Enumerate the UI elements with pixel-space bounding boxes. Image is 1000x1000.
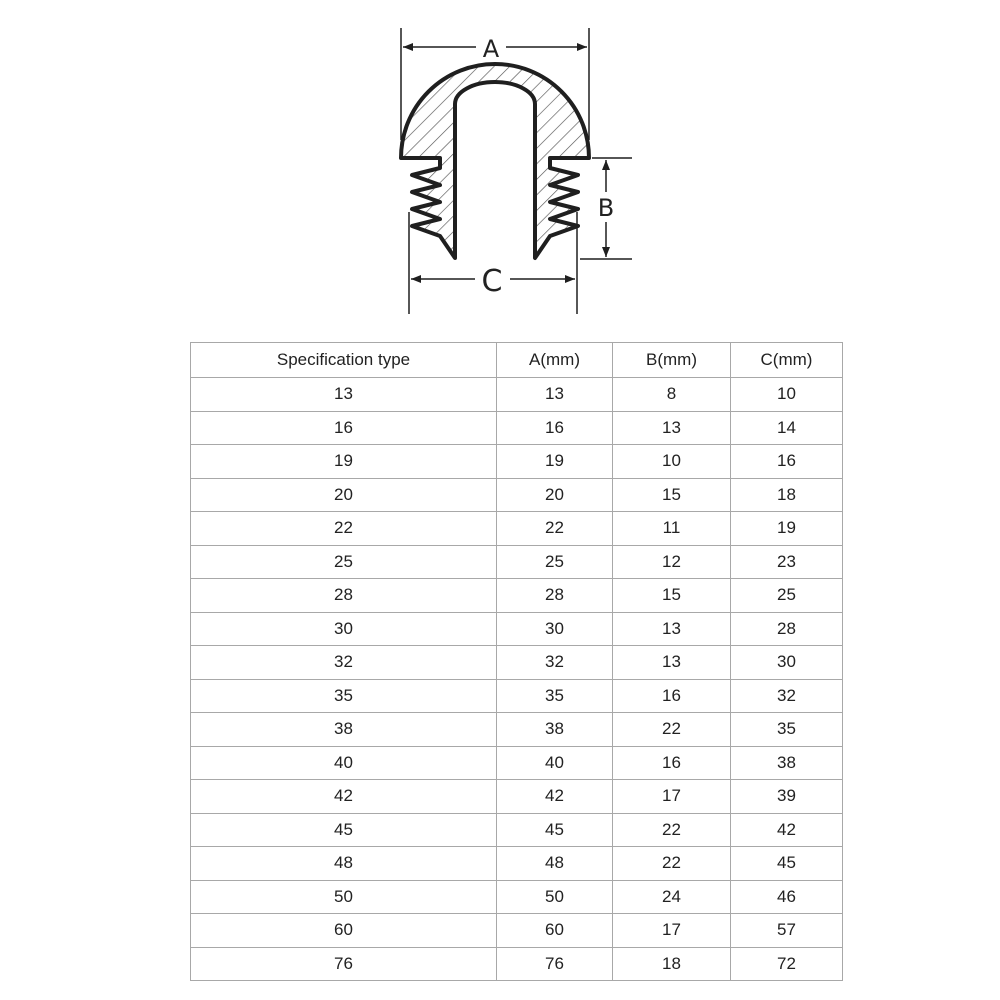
table-header-row [191,343,843,378]
table-row [191,378,843,412]
cell-specification-type: 13 [191,378,497,412]
cell-a-mm: 22 [497,512,613,546]
cell-a-mm: 50 [497,880,613,914]
cell-c-mm: 28 [731,612,843,646]
cell-c-mm: 18 [731,478,843,512]
dimension-c-arrow-right [565,275,575,283]
table-row [191,713,843,747]
cell-a-mm: 40 [497,746,613,780]
dimension-b-label: B [597,194,615,222]
table-row [191,813,843,847]
cell-b-mm: 17 [613,914,731,948]
header-specification-type: Specification type [191,343,497,378]
table-row [191,512,843,546]
cell-b-mm: 15 [613,478,731,512]
cell-c-mm: 10 [731,378,843,412]
table-row [191,411,843,445]
cell-b-mm: 17 [613,780,731,814]
cell-b-mm: 16 [613,746,731,780]
table-row [191,847,843,881]
cell-specification-type: 45 [191,813,497,847]
cell-specification-type: 60 [191,914,497,948]
header-c-mm: C(mm) [731,343,843,378]
cell-b-mm: 18 [613,947,731,981]
cell-c-mm: 57 [731,914,843,948]
cell-c-mm: 19 [731,512,843,546]
cell-specification-type: 35 [191,679,497,713]
dimension-a-label: A [482,35,500,63]
table-row [191,746,843,780]
table-row [191,579,843,613]
cell-a-mm: 25 [497,545,613,579]
cap-cross-section [401,64,589,258]
header-a-mm: A(mm) [497,343,613,378]
cell-specification-type: 38 [191,713,497,747]
cell-b-mm: 22 [613,813,731,847]
cell-c-mm: 23 [731,545,843,579]
cell-a-mm: 19 [497,445,613,479]
cell-a-mm: 35 [497,679,613,713]
table-row [191,914,843,948]
table-row [191,679,843,713]
cell-c-mm: 14 [731,411,843,445]
cell-b-mm: 22 [613,847,731,881]
cell-a-mm: 28 [497,579,613,613]
specification-table [190,342,843,981]
cell-a-mm: 42 [497,780,613,814]
cell-a-mm: 38 [497,713,613,747]
cell-specification-type: 40 [191,746,497,780]
cell-b-mm: 13 [613,646,731,680]
cell-b-mm: 24 [613,880,731,914]
cell-specification-type: 48 [191,847,497,881]
cell-a-mm: 32 [497,646,613,680]
cell-c-mm: 46 [731,880,843,914]
cell-c-mm: 30 [731,646,843,680]
cell-b-mm: 16 [613,679,731,713]
cell-specification-type: 42 [191,780,497,814]
cell-b-mm: 10 [613,445,731,479]
cell-a-mm: 16 [497,411,613,445]
cell-specification-type: 76 [191,947,497,981]
table-row [191,612,843,646]
cell-specification-type: 16 [191,411,497,445]
cell-b-mm: 8 [613,378,731,412]
table-row [191,947,843,981]
cell-a-mm: 60 [497,914,613,948]
cell-a-mm: 13 [497,378,613,412]
cell-c-mm: 32 [731,679,843,713]
cell-specification-type: 28 [191,579,497,613]
cell-b-mm: 22 [613,713,731,747]
table-row [191,880,843,914]
cell-specification-type: 25 [191,545,497,579]
cell-a-mm: 45 [497,813,613,847]
cell-c-mm: 35 [731,713,843,747]
cell-specification-type: 50 [191,880,497,914]
cell-specification-type: 30 [191,612,497,646]
table-row [191,780,843,814]
dimension-c-label: C [481,264,503,299]
cell-a-mm: 76 [497,947,613,981]
cell-specification-type: 19 [191,445,497,479]
cell-specification-type: 32 [191,646,497,680]
dimension-a-arrow-left [403,43,413,51]
cell-c-mm: 72 [731,947,843,981]
cell-c-mm: 16 [731,445,843,479]
cell-b-mm: 13 [613,411,731,445]
cell-c-mm: 39 [731,780,843,814]
cell-b-mm: 13 [613,612,731,646]
cell-c-mm: 38 [731,746,843,780]
cell-specification-type: 22 [191,512,497,546]
dimension-b-arrow-bottom [602,247,610,257]
table-row [191,445,843,479]
dimension-a-arrow-right [577,43,587,51]
table-row [191,646,843,680]
cell-c-mm: 25 [731,579,843,613]
cell-a-mm: 20 [497,478,613,512]
table-row [191,545,843,579]
cell-a-mm: 30 [497,612,613,646]
cell-c-mm: 42 [731,813,843,847]
table-row [191,478,843,512]
cell-c-mm: 45 [731,847,843,881]
cell-b-mm: 11 [613,512,731,546]
dimension-b-arrow-top [602,160,610,170]
cell-b-mm: 12 [613,545,731,579]
dimension-c-arrow-left [411,275,421,283]
header-b-mm: B(mm) [613,343,731,378]
cell-b-mm: 15 [613,579,731,613]
end-cap-diagram [0,0,1000,330]
table-body [191,378,843,981]
cell-specification-type: 20 [191,478,497,512]
cell-a-mm: 48 [497,847,613,881]
